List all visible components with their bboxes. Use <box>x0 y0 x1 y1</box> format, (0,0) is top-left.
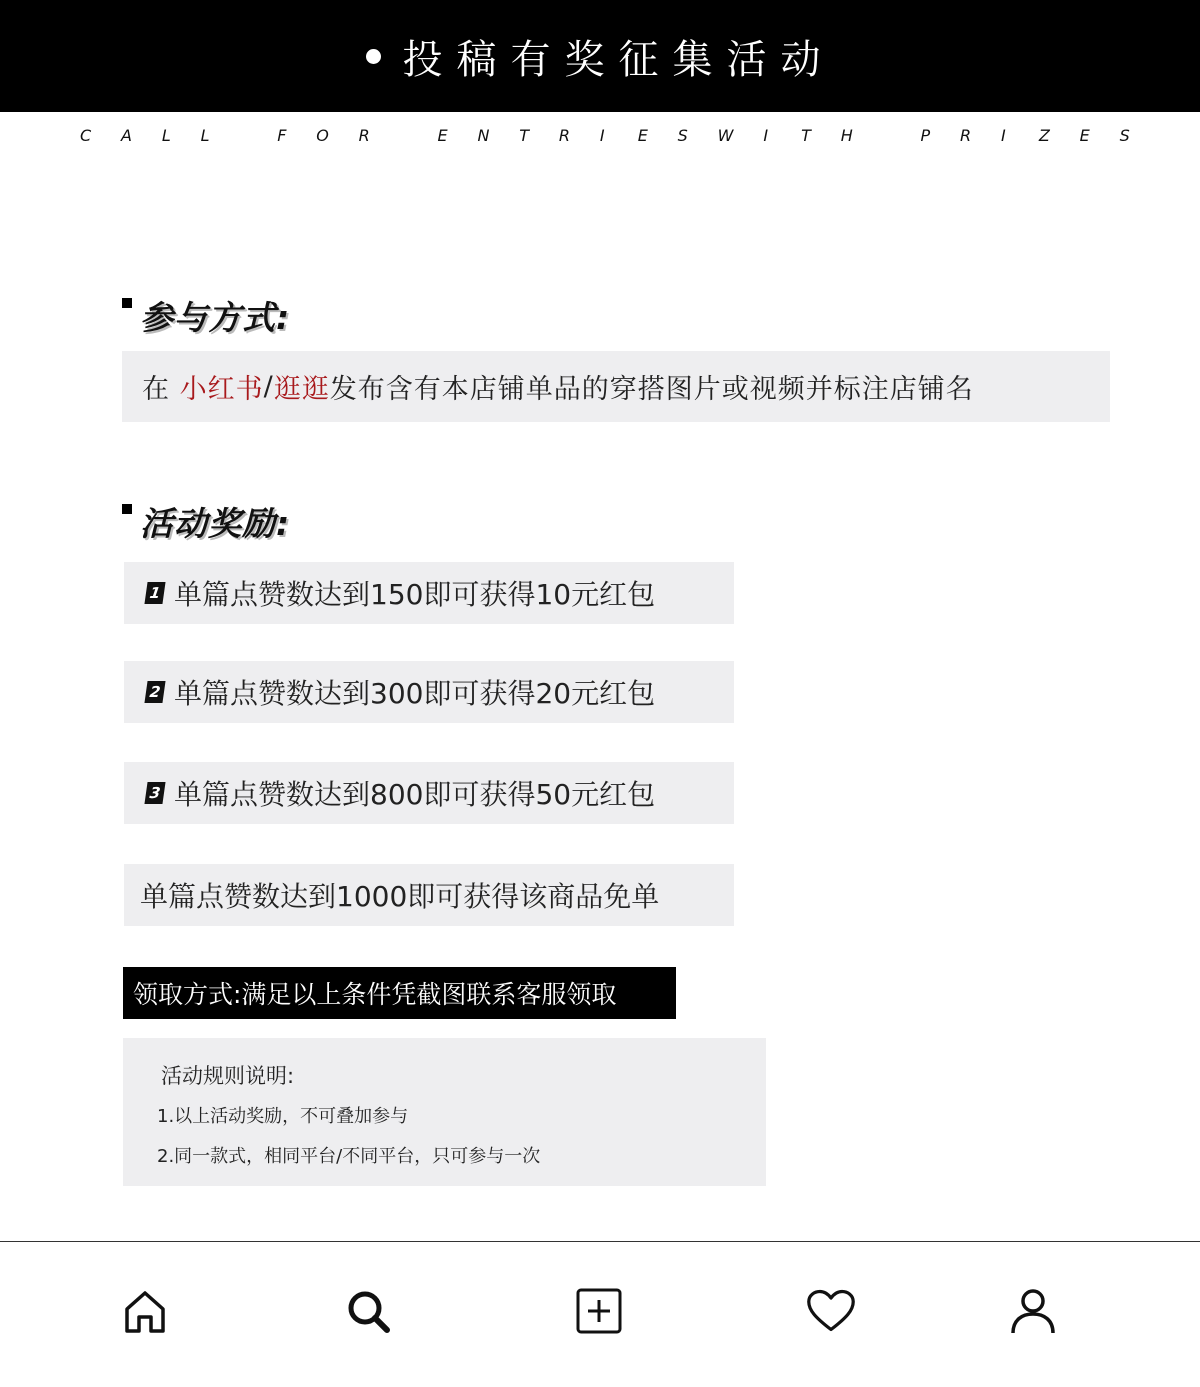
rule-line: 2.同一款式，相同平台/不同平台，只可参与一次 <box>157 1146 541 1167</box>
number-badge-icon: 2 <box>144 681 165 703</box>
subtitle-letter: L <box>200 126 210 145</box>
subtitle-letter: S <box>677 126 688 145</box>
subtitle-letter: H <box>840 126 853 145</box>
search-icon <box>344 1287 392 1335</box>
subtitle-letter: P <box>920 126 931 145</box>
subtitle-letter <box>400 126 408 145</box>
subtitle-letter: I <box>599 126 605 145</box>
home-icon <box>121 1287 169 1335</box>
claim-method-bar <box>123 967 676 1019</box>
subtitle-letter: W <box>717 126 734 145</box>
subtitle-letter: L <box>161 126 171 145</box>
subtitle-letter: R <box>358 126 370 145</box>
rewards-heading <box>122 498 290 545</box>
subtitle-letter: C <box>80 126 92 145</box>
subtitle-letter <box>239 126 247 145</box>
subtitle-letter: R <box>558 126 570 145</box>
heading-marker <box>122 298 132 308</box>
claim-text: 领取方式:满足以上条件凭截图联系客服领取 <box>133 980 617 1009</box>
nav-home[interactable] <box>120 1286 170 1336</box>
reward-item <box>124 762 734 824</box>
subtitle-letter: S <box>1119 126 1130 145</box>
reward-text: 单篇点赞数达到800即可获得50元红包 <box>174 778 656 811</box>
heading-marker <box>122 504 132 514</box>
subtitle-letter: N <box>477 126 490 145</box>
participation-heading <box>122 292 290 339</box>
subtitle-letter: O <box>316 126 329 145</box>
reward-item <box>124 562 734 624</box>
add-post-icon <box>575 1287 623 1335</box>
subtitle-letter: F <box>277 126 287 145</box>
profile-icon <box>1009 1287 1057 1335</box>
subtitle-letter: R <box>960 126 972 145</box>
nav-add-post[interactable] <box>574 1286 624 1336</box>
subtitle-letter: T <box>519 126 530 145</box>
platform-xiaohongshu: 小红书 <box>179 374 264 405</box>
heart-icon <box>806 1287 856 1335</box>
subtitle-letter: E <box>1079 126 1090 145</box>
rules-box <box>123 1038 766 1186</box>
subtitle-letter: T <box>801 126 811 145</box>
header-banner <box>0 0 1200 112</box>
number-badge-icon: 1 <box>144 582 165 604</box>
reward-text: 单篇点赞数达到150即可获得10元红包 <box>174 578 656 611</box>
participation-heading-text: 参与方式: <box>140 298 291 337</box>
bottom-nav-bar <box>0 1241 1200 1387</box>
participation-box <box>122 351 1110 422</box>
nav-likes[interactable] <box>806 1286 856 1336</box>
subtitle-letters <box>80 126 1130 145</box>
platform-separator: / <box>263 371 274 402</box>
number-badge-icon: 3 <box>144 782 165 804</box>
subtitle-letter: E <box>637 126 648 145</box>
page-title: 投稿有奖征集活动 <box>402 36 835 83</box>
subtitle-letter: E <box>437 126 448 145</box>
nav-search[interactable] <box>343 1286 393 1336</box>
rule-line: 1.以上活动奖励，不可叠加参与 <box>157 1106 409 1127</box>
nav-profile[interactable] <box>1008 1286 1058 1336</box>
subtitle-letter: I <box>1000 126 1006 145</box>
reward-item <box>124 661 734 723</box>
subtitle-letter: A <box>121 126 132 145</box>
subtitle-letter: Z <box>1038 126 1050 145</box>
reward-item <box>124 864 734 926</box>
participation-prefix: 在 <box>142 374 180 405</box>
rules-title: 活动规则说明: <box>161 1064 295 1088</box>
reward-text: 单篇点赞数达到1000即可获得该商品免单 <box>140 880 660 913</box>
rewards-heading-text: 活动奖励: <box>140 504 291 543</box>
bullet-dot <box>366 49 381 64</box>
reward-text: 单篇点赞数达到300即可获得20元红包 <box>174 677 656 710</box>
platform-guangguang: 逛逛 <box>273 374 330 405</box>
participation-suffix: 发布含有本店铺单品的穿搭图片或视频并标注店铺名 <box>329 374 974 405</box>
subtitle-letter: I <box>763 126 769 145</box>
subtitle-letter <box>883 126 891 145</box>
